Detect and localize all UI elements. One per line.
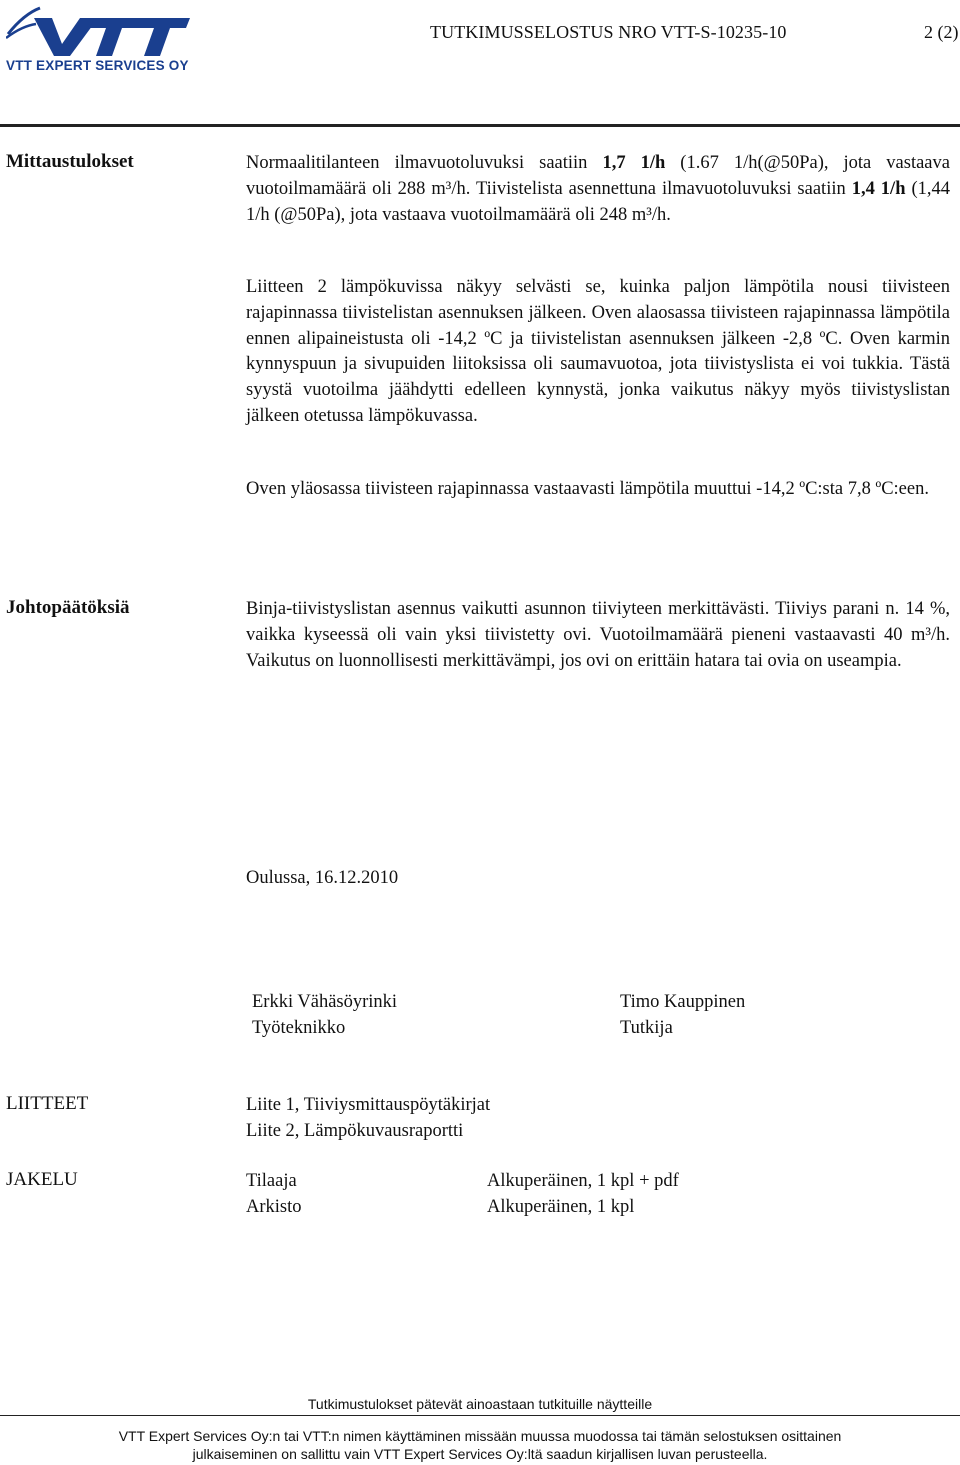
distribution-label: JAKELU bbox=[6, 1169, 78, 1190]
p1-text-a: Normaalitilanteen ilmavuotoluvuksi saatiin bbox=[246, 153, 603, 173]
footer-legal-line-1: VTT Expert Services Oy:n tai VTT:n nimen käyttäminen missään muussa muodossa tai tämän selostuksen osittainen bbox=[118, 1428, 842, 1444]
results-label: Mittaustulokset bbox=[6, 151, 134, 172]
footer-disclaimer: Tutkimustulokset pätevät ainoastaan tutkituille näytteille bbox=[307, 1396, 653, 1412]
page-number: 2 (2) bbox=[924, 22, 959, 42]
footer-rule bbox=[0, 1415, 960, 1416]
distribution-copy: Alkuperäinen, 1 kpl + pdf bbox=[487, 1171, 679, 1191]
header-rule bbox=[0, 124, 960, 127]
distribution-recipient: Arkisto bbox=[246, 1197, 302, 1217]
footer-legal-line-2: julkaiseminen on sallittu vain VTT Expert Services Oy:ltä saadun kirjallisen luvan perusteella. bbox=[192, 1446, 768, 1462]
place-date: Oulussa, 16.12.2010 bbox=[246, 868, 399, 888]
p1-text-e: (1,44 1/h (@50Pa), jota vastaava vuotoilmamäärä oli 248 m³/h. bbox=[246, 178, 950, 225]
attachment-item: Liite 2, Lämpökuvausraportti bbox=[246, 1121, 464, 1141]
conclusions-paragraph: Binja-tiivistyslistan asennus vaikutti asunnon tiiviyteen merkittävästi. Tiiviys parani n. 14 %, vaikka kyseessä oli vain yksi tiivistetty ovi. Vuotoilmamäärä pieneni vastaavasti 40 m³/h. Vaikutus on luonnollisesti merkittävämpi, jos ovi on erittäin hatara tai ovia on useampia. bbox=[246, 599, 950, 671]
p1-value-sealed: 1,4 1/h bbox=[851, 178, 906, 199]
attachments-label: LIITTEET bbox=[6, 1093, 89, 1114]
distribution-copy: Alkuperäinen, 1 kpl bbox=[487, 1197, 635, 1217]
attachment-item: Liite 1, Tiiviysmittauspöytäkirjat bbox=[246, 1095, 491, 1115]
signature-1-name: Erkki Vähäsöyrinki bbox=[252, 992, 398, 1012]
p1-text-c: (1.67 1/h(@50Pa), jota vastaava vuotoilmamäärä oli 288 m³/h. Tiivistelista asennettuna ilmavuotoluvuksi saatiin bbox=[246, 153, 950, 199]
signature-2-title: Tutkija bbox=[620, 1018, 673, 1038]
results-paragraph-2: Liitteen 2 lämpökuvissa näkyy selvästi se, kuinka paljon lämpötila nousi tiivisteen rajapinnassa tiivistelistan asennuksen jälkeen. Oven alaosassa tiivisteen rajapinnassa lämpötila ennen alipaineistusta oli -14,2 ºC ja tiivistelistan asennuksen jälkeen -2,8 ºC. Oven karmin kynnyspuun ja sivupuiden liitoksissa oli saumavuotoa, jota tiivistyslista ei voi tukkia. Tästä syystä vuotoilma jäähdytti edelleen kynnystä, jonka vaikutus näkyy myös tiivistyslistan jälkeen otetussa lämpökuvassa. bbox=[246, 277, 950, 426]
results-paragraph-3: Oven yläosassa tiivisteen rajapinnassa vastaavasti lämpötila muuttui -14,2 ºC:sta 7,8 ºC:een. bbox=[246, 479, 929, 499]
report-title: TUTKIMUSSELOSTUS NRO VTT-S-10235-10 bbox=[430, 22, 787, 42]
logo-subtitle: VTT EXPERT SERVICES OY bbox=[6, 58, 189, 73]
p1-value-normal: 1,7 1/h bbox=[602, 153, 666, 173]
results-paragraph-1 bbox=[246, 151, 950, 228]
footer-legal bbox=[0, 1427, 960, 1463]
vtt-logo-t2 bbox=[54, 4, 244, 60]
signature-1-title: Työteknikko bbox=[252, 1018, 346, 1038]
conclusions-label: Johtopäätöksiä bbox=[6, 597, 130, 618]
signature-2-name: Timo Kauppinen bbox=[620, 992, 746, 1012]
distribution-recipient: Tilaaja bbox=[246, 1171, 297, 1191]
